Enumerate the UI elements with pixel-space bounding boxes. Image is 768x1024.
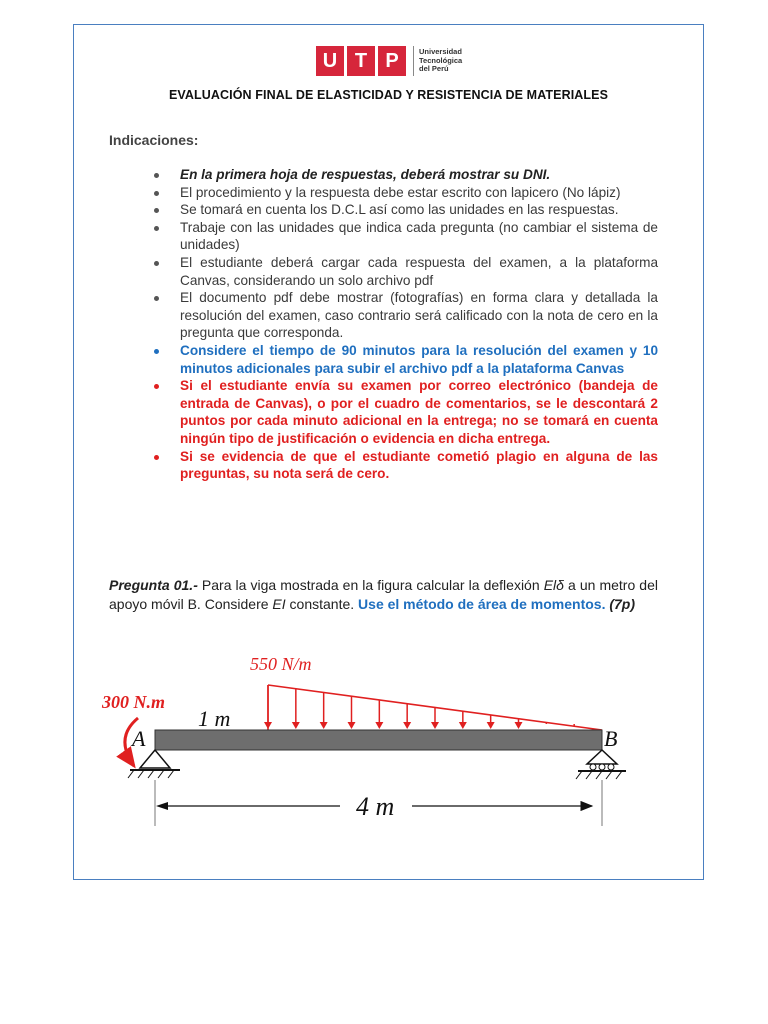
list-item: Si se evidencia de que el estudiante cometió plagio en alguna de las preguntas, su nota será de cero. [152, 448, 658, 483]
load-arrow-head-icon [348, 722, 356, 729]
bullet-icon [154, 191, 159, 196]
distributed-load [264, 685, 574, 729]
deflection-symbol: Elδ [543, 577, 564, 593]
distance-label: 1 m [198, 706, 231, 731]
load-arrow-head-icon [515, 722, 523, 729]
load-arrow-head-icon [320, 722, 328, 729]
logo-letter-t: T [347, 46, 375, 76]
logo-letter-u: U [316, 46, 344, 76]
list-item: En la primera hoja de respuestas, deberá mostrar su DNI. [152, 166, 658, 184]
utp-logo [316, 45, 462, 77]
logo-letter-p: P [378, 46, 406, 76]
bullet-icon [154, 226, 159, 231]
list-item: Trabaje con las unidades que indica cada pregunta (no cambiar el sistema de unidades) [152, 219, 658, 254]
load-arrow-head-icon [403, 722, 411, 729]
ei-symbol: EI [272, 596, 286, 612]
support-a-label: A [132, 726, 146, 751]
load-arrow-head-icon [431, 722, 439, 729]
load-arrow-head-icon [459, 722, 467, 729]
logo-university-name: Universidad Tecnológica del Perú [419, 47, 463, 74]
bullet-icon [154, 173, 159, 178]
bullet-icon [154, 384, 159, 389]
list-item: Se tomará en cuenta los D.C.L así como las unidades en las respuestas. [152, 201, 658, 219]
list-item: Considere el tiempo de 90 minutos para la resolución del examen y 10 minutos adicionales para subir el archivo pdf a la plataforma Canvas [152, 342, 658, 377]
beam-figure [90, 640, 650, 840]
load-arrow-head-icon [292, 722, 300, 729]
question-points: (7p) [609, 596, 636, 612]
bullet-icon [154, 455, 159, 460]
bullet-icon [154, 296, 159, 301]
method-instruction: Use el método de área de momentos. [358, 596, 606, 612]
beam [155, 730, 602, 750]
document-title: EVALUACIÓN FINAL DE ELASTICIDAD Y RESISTENCIA DE MATERIALES [168, 88, 609, 102]
bullet-icon [154, 349, 159, 354]
load-arrow-head-icon [375, 722, 383, 729]
logo-separator [413, 46, 414, 76]
list-item: El documento pdf debe mostrar (fotografías) en forma clara y detallada la resolución del examen, caso contrario será calificado con la nota de cero en la pregunta que corresponda. [152, 289, 658, 342]
list-item: Si el estudiante envía su examen por correo electrónico (bandeja de entrada de Canvas), o por el cuadro de comentarios, se le descontará 2 puntos por cada minuto adicional en la entrega; no se tomará en cuenta ningún tipo de justificación o evidencia en dicha entrega. [152, 377, 658, 447]
bullet-icon [154, 261, 159, 266]
bullet-icon [154, 208, 159, 213]
roller-support-b [576, 750, 626, 779]
list-item: El estudiante deberá cargar cada respuesta del examen, a la plataforma Canvas, considerando un solo archivo pdf [152, 254, 658, 289]
indications-list [152, 166, 658, 483]
pin-support-a [128, 750, 180, 778]
indications-heading: Indicaciones: [109, 132, 199, 148]
dimension-arrow-left-icon [156, 802, 168, 810]
load-label: 550 N/m [250, 654, 312, 674]
span-label: 4 m [356, 792, 395, 821]
list-item: El procedimiento y la respuesta debe estar escrito con lapicero (No lápiz) [152, 184, 658, 202]
question-01: Pregunta 01.- Para la viga mostrada en la figura calcular la deflexión Elδ a un metro del apoyo móvil B. Considere EI constante. Use el método de área de momentos. (7p) [109, 577, 658, 612]
load-arrow-head-icon [487, 722, 495, 729]
moment-label: 300 N.m [102, 692, 165, 712]
question-heading: Pregunta 01.- [109, 577, 198, 593]
support-b-label: B [604, 726, 618, 751]
